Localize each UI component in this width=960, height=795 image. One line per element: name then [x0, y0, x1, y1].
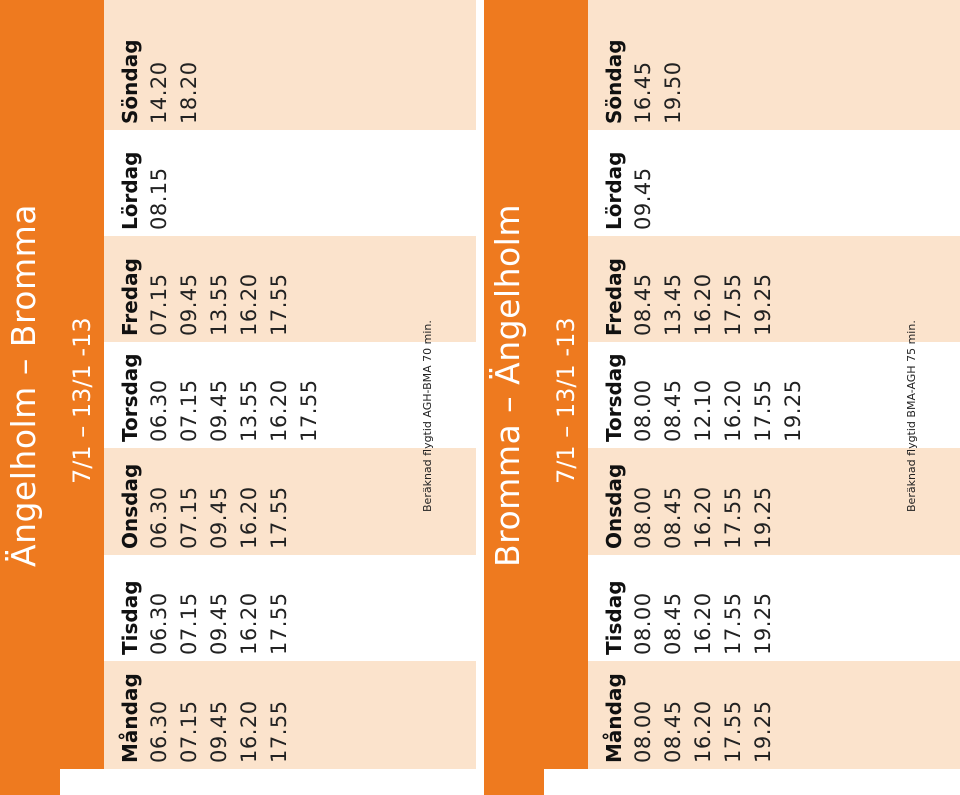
departure-time: 09.45: [207, 379, 231, 442]
departure-time: 12.10: [691, 379, 715, 442]
departure-time: 19.25: [751, 592, 775, 655]
day-header: Söndag: [602, 39, 626, 124]
flight-time-note: Beräknad flygtid BMA-AGH 75 min.: [905, 320, 918, 512]
departure-time: 16.20: [237, 486, 261, 549]
departure-time: 13.55: [207, 273, 231, 336]
departure-time: 17.55: [721, 273, 745, 336]
departure-time: 14.20: [147, 61, 171, 124]
time-list: [144, 167, 174, 236]
departure-time: 17.55: [721, 592, 745, 655]
departure-time: 08.00: [631, 379, 655, 442]
departure-time: 17.55: [267, 486, 291, 549]
timetable-agh-bma: [0, 0, 476, 795]
time-list: [628, 379, 808, 448]
departure-time: 09.45: [207, 700, 231, 763]
departure-time: 17.55: [297, 379, 321, 442]
time-list: [144, 61, 204, 130]
day-column-saturday: [104, 130, 476, 236]
departure-time: 08.45: [661, 700, 685, 763]
route-title: Ängelholm – Bromma: [4, 204, 43, 567]
departure-time: 13.45: [661, 273, 685, 336]
departure-time: 08.00: [631, 486, 655, 549]
departure-time: 17.55: [267, 592, 291, 655]
day-column-sunday: [104, 0, 476, 130]
time-list: [144, 592, 294, 661]
departure-time: 08.45: [631, 273, 655, 336]
day-header: Onsdag: [602, 463, 626, 549]
departure-time: 07.15: [177, 592, 201, 655]
schedule-grid: [104, 0, 476, 769]
departure-time: 06.30: [147, 700, 171, 763]
departure-time: 08.45: [661, 592, 685, 655]
departure-time: 16.20: [691, 273, 715, 336]
day-column-tuesday: [104, 555, 476, 661]
departure-time: 16.20: [237, 700, 261, 763]
departure-time: 17.55: [721, 486, 745, 549]
departure-time: 19.50: [661, 61, 685, 124]
departure-time: 06.30: [147, 379, 171, 442]
day-header: Torsdag: [118, 353, 142, 442]
period-label: 7/1 – 13/1 -13: [68, 317, 96, 484]
flight-time-note: Beräknad flygtid AGH-BMA 70 min.: [421, 320, 434, 512]
day-column-tuesday: [588, 555, 960, 661]
departure-time: 19.25: [751, 273, 775, 336]
time-list: [144, 486, 294, 555]
day-header: Torsdag: [602, 353, 626, 442]
time-list: [628, 700, 778, 769]
departure-time: 16.20: [237, 273, 261, 336]
departure-time: 09.45: [207, 592, 231, 655]
departure-time: 16.20: [691, 486, 715, 549]
route-title: Bromma – Ängelholm: [488, 204, 527, 567]
day-header: Fredag: [602, 258, 626, 336]
period-band: [60, 0, 104, 769]
day-header: Lördag: [118, 151, 142, 230]
time-list: [628, 486, 778, 555]
departure-time: 08.15: [147, 167, 171, 230]
departure-time: 19.25: [781, 379, 805, 442]
departure-time: 07.15: [177, 700, 201, 763]
departure-time: 07.15: [177, 379, 201, 442]
day-column-monday: [588, 661, 960, 769]
day-header: Måndag: [602, 673, 626, 763]
departure-time: 09.45: [207, 486, 231, 549]
time-list: [628, 61, 688, 130]
departure-time: 16.45: [631, 61, 655, 124]
day-header: Onsdag: [118, 463, 142, 549]
day-header: Tisdag: [118, 580, 142, 655]
departure-time: 17.55: [751, 379, 775, 442]
title-band: [484, 0, 544, 795]
departure-time: 16.20: [691, 592, 715, 655]
day-header: Söndag: [118, 39, 142, 124]
day-column-saturday: [588, 130, 960, 236]
day-column-sunday: [588, 0, 960, 130]
day-header: Tisdag: [602, 580, 626, 655]
schedule-grid: [588, 0, 960, 769]
departure-time: 07.15: [177, 486, 201, 549]
day-header: Lördag: [602, 151, 626, 230]
departure-time: 16.20: [267, 379, 291, 442]
departure-time: 13.55: [237, 379, 261, 442]
time-list: [144, 379, 324, 448]
departure-time: 08.45: [661, 486, 685, 549]
departure-time: 19.25: [751, 486, 775, 549]
departure-time: 09.45: [631, 167, 655, 230]
departure-time: 17.55: [721, 700, 745, 763]
day-header: Måndag: [118, 673, 142, 763]
departure-time: 07.15: [147, 273, 171, 336]
day-header: Fredag: [118, 258, 142, 336]
timetable-bma-agh: [484, 0, 960, 795]
departure-time: 17.55: [267, 273, 291, 336]
period-band: [544, 0, 588, 769]
departure-time: 19.25: [751, 700, 775, 763]
departure-time: 17.55: [267, 700, 291, 763]
departure-time: 16.20: [691, 700, 715, 763]
departure-time: 09.45: [177, 273, 201, 336]
departure-time: 08.00: [631, 700, 655, 763]
time-list: [628, 167, 658, 236]
departure-time: 08.00: [631, 592, 655, 655]
day-column-monday: [104, 661, 476, 769]
departure-time: 06.30: [147, 592, 171, 655]
departure-time: 16.20: [237, 592, 261, 655]
time-list: [628, 592, 778, 661]
time-list: [144, 700, 294, 769]
departure-time: 18.20: [177, 61, 201, 124]
departure-time: 08.45: [661, 379, 685, 442]
period-label: 7/1 – 13/1 -13: [552, 317, 580, 484]
departure-time: 06.30: [147, 486, 171, 549]
title-band: [0, 0, 60, 795]
time-list: [144, 273, 294, 342]
time-list: [628, 273, 778, 342]
departure-time: 16.20: [721, 379, 745, 442]
